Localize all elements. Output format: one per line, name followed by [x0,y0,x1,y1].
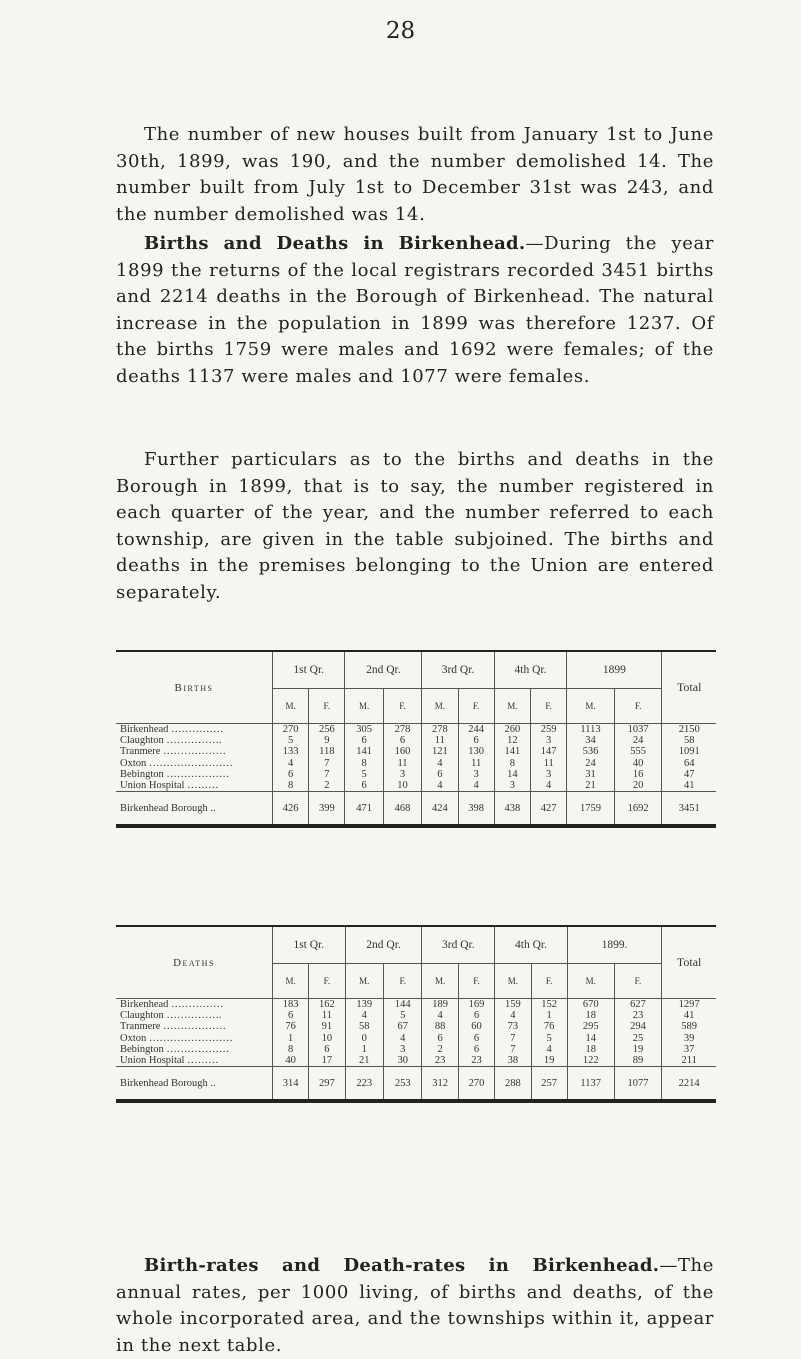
table-cell: 3 [399,768,406,780]
births-f-header: F. [458,689,494,724]
table-cell: 91 [321,1021,333,1033]
table-cell: 141 [356,746,372,758]
table-cell: 14 [507,768,518,780]
borough-total-label: Birkenhead Borough .. [116,1067,273,1102]
table-cell: 21 [359,1055,370,1067]
table-cell: 670 [582,999,599,1010]
total-cell: 2214 [662,1067,716,1102]
table-cell: 18 [585,1010,596,1022]
township-name: Claughton ……………. [120,735,222,747]
table-cell: 141 [504,746,521,758]
births-total-row [116,792,716,827]
table-cell: 11 [434,735,445,747]
table-cell: 122 [582,1055,599,1067]
births-deaths-paragraph [116,231,714,390]
deaths-total-row [116,1067,716,1102]
table-cell: 7 [324,768,330,780]
table-cell: 1 [546,1010,552,1022]
table-cell: 3 [473,768,479,780]
table-cell: 160 [394,746,411,758]
total-cell: 3451 [662,792,716,827]
total-cell: 1692 [614,792,662,827]
table-cell: 6 [473,1032,480,1044]
births-m-header: M. [273,689,309,724]
table-cell: 4 [473,780,479,792]
deaths-value-column [422,999,458,1067]
table-cell: 183 [282,999,299,1010]
births-value-column [531,724,567,792]
table-cell: 67 [397,1021,408,1033]
table-cell: 0 [361,1032,367,1044]
table-cell: 23 [471,1055,482,1067]
township-name: Oxton …………………… [120,757,233,769]
births-table-body [116,724,716,827]
table-cell: 40 [632,757,644,769]
table-cell: 159 [504,999,521,1010]
table-cell: 278 [394,724,411,735]
table-cell: 589 [681,1021,698,1033]
births-m-header: M. [422,689,458,724]
deaths-body-row [116,999,716,1067]
table-cell: 1037 [627,724,649,735]
deaths-value-column [384,999,422,1067]
township-name: Oxton …………………… [120,1032,233,1044]
table-cell: 8 [509,757,516,769]
births-q3-header: 3rd Qr. [422,651,495,689]
table-cell: 14 [585,1032,596,1044]
births-deaths-heading: Births and Deaths in Birkenhead. [144,233,526,254]
township-name: Bebington ……………… [120,1043,230,1055]
births-m-header: M. [494,689,530,724]
deaths-q3-header: 3rd Qr. [422,926,495,964]
table-cell: 5 [400,1010,406,1022]
deaths-value-column [345,999,383,1067]
table-cell: 6 [399,735,406,747]
further-particulars-text: Further particulars as to the births and deaths in the Borough in 1899, that is to say, the number registered in each quarter of the year, and the number referred to each township, are given in the table subjoined. The births and deaths in the premises belonging to the Union are entered separately. [116,449,714,603]
deaths-q4-header: 4th Qr. [495,926,568,964]
table-cell: 130 [468,746,485,758]
table-cell: 11 [543,757,554,769]
table-cell: 2 [324,780,330,792]
table-cell: 7 [324,757,330,769]
deaths-value-column [495,999,531,1067]
table-cell: 23 [632,1010,644,1022]
table-cell: 39 [683,1032,695,1044]
table-cell: 41 [683,780,695,792]
total-cell: 424 [422,792,458,827]
deaths-f-header: F. [531,964,567,999]
table-cell: 73 [507,1021,519,1033]
deaths-table [116,925,716,1103]
total-cell: 314 [273,1067,309,1102]
table-cell: 278 [431,724,448,735]
births-value-column [383,724,421,792]
births-deaths-text: —During the year 1899 the returns of the local registrars recorded 3451 births and 2214 deaths in the Borough of Birkenhead. The natural increase in the population in 1899 was therefore 1237. Of the births 1759 were males and 1692 were females; of the deaths 1137 were males and 1077 were females. [116,233,714,387]
rates-text: —The annual rates, per 1000 living, of births and deaths, of the whole incorporated area, and the townships within it, appear in the next table. [116,1255,714,1356]
births-value-column [614,724,662,792]
deaths-value-column [531,999,567,1067]
births-table [116,650,716,828]
births-f-header: F. [531,689,567,724]
table-cell: 4 [546,1043,552,1055]
table-cell: 40 [285,1055,296,1067]
table-cell: 260 [504,724,521,735]
table-cell: 144 [394,999,411,1010]
deaths-m-header: M. [273,964,309,999]
table-cell: 37 [683,1043,695,1055]
total-cell: 1137 [567,1067,614,1102]
table-cell: 295 [582,1021,599,1033]
table-cell: 19 [543,1055,555,1067]
births-value-column [458,724,494,792]
table-cell: 6 [473,1010,480,1022]
table-cell: 3 [509,780,516,792]
table-cell: 152 [541,999,558,1010]
table-cell: 6 [361,735,367,747]
table-cell: 2150 [678,724,700,735]
births-value-column [494,724,530,792]
table-cell: 4 [287,757,294,769]
township-name: Tranmere ……………… [120,746,227,758]
table-cell: 3 [546,768,552,780]
deaths-value-column [662,999,716,1067]
table-cell: 41 [683,1010,695,1022]
township-name: Birkenhead …………… [120,999,224,1010]
total-cell: 471 [345,792,383,827]
table-cell: 627 [630,999,646,1010]
total-cell: 297 [309,1067,345,1102]
deaths-f-header: F. [384,964,422,999]
table-cell: 47 [683,768,695,780]
births-table-label: Births [116,651,273,724]
total-cell: 438 [494,792,530,827]
deaths-table-body [116,999,716,1102]
table-cell: 121 [431,746,448,758]
births-value-column [273,724,309,792]
houses-text: The number of new houses built from January 1st to June 30th, 1899, was 190, and the number demolished 14. The number built from July 1st to December 31st was 243, and the number demolished was 14. [116,124,714,225]
deaths-value-column [614,999,662,1067]
births-f-header: F. [614,689,662,724]
table-cell: 5 [287,735,294,747]
total-cell: 427 [531,792,567,827]
deaths-total-header: Total [662,926,716,999]
deaths-township-column [116,999,273,1067]
table-cell: 31 [585,768,596,780]
table-cell: 5 [361,768,367,780]
table-cell: 244 [468,724,485,735]
table-cell: 10 [321,1032,333,1044]
table-cell: 25 [632,1032,644,1044]
table-cell: 270 [282,724,299,735]
table-cell: 8 [361,757,367,769]
deaths-year-header: 1899. [601,939,628,951]
total-cell: 399 [309,792,345,827]
table-cell: 6 [361,780,367,792]
table-cell: 189 [432,999,449,1010]
table-cell: 8 [287,780,294,792]
table-cell: 34 [585,735,596,747]
deaths-value-column [273,999,309,1067]
table-cell: 7 [510,1043,516,1055]
deaths-f-header: F. [458,964,494,999]
township-name: Union Hospital ……… [120,780,219,792]
table-cell: 1297 [678,999,700,1010]
deaths-q1-header: 1st Qr. [273,926,346,964]
table-cell: 12 [507,735,518,747]
births-value-column [309,724,345,792]
table-cell: 21 [585,780,596,792]
births-township-column [116,724,273,792]
table-cell: 5 [546,1032,552,1044]
table-cell: 64 [683,757,695,769]
total-cell: 1759 [567,792,615,827]
table-cell: 1091 [678,746,700,758]
births-f-header: F. [309,689,345,724]
births-q1-header: 1st Qr. [273,651,345,689]
table-cell: 118 [319,746,335,758]
births-total-header: Total [662,651,716,724]
table-cell: 58 [359,1021,370,1033]
deaths-m-header: M. [345,964,383,999]
houses-paragraph [116,122,714,228]
deaths-value-column [458,999,494,1067]
table-cell: 133 [282,746,299,758]
births-value-column [662,724,716,792]
deaths-q2-header: 2nd Qr. [345,926,422,964]
table-cell: 76 [285,1021,296,1033]
page-number: 28 [385,18,416,44]
table-cell: 6 [473,1043,480,1055]
table-cell: 89 [632,1055,644,1067]
rates-paragraph [116,1253,714,1359]
table-cell: 24 [632,735,644,747]
births-f-header: F. [383,689,421,724]
births-year-header: 1899 [602,664,626,676]
table-cell: 162 [319,999,335,1010]
table-cell: 555 [630,746,646,758]
table-cell: 4 [437,757,443,769]
total-cell: 468 [383,792,421,827]
deaths-f-header: F. [614,964,662,999]
borough-total-label: Birkenhead Borough .. [116,792,273,827]
table-cell: 6 [437,1032,443,1044]
table-cell: 1 [361,1043,367,1055]
table-cell: 4 [510,1010,516,1022]
births-q2-header: 2nd Qr. [345,651,422,689]
rates-heading: Birth-rates and Death-rates in Birkenhead. [144,1255,660,1276]
township-name: Tranmere ……………… [120,1021,227,1033]
table-cell: 4 [437,780,443,792]
table-cell: 1 [288,1032,294,1044]
table-cell: 10 [397,780,408,792]
births-value-column [345,724,383,792]
table-cell: 24 [585,757,596,769]
deaths-table-label: Deaths [116,926,273,999]
table-cell: 23 [434,1055,446,1067]
township-name: Union Hospital ……… [120,1055,219,1067]
table-cell: 4 [546,780,552,792]
births-value-column [567,724,615,792]
table-cell: 7 [510,1032,516,1044]
table-cell: 4 [361,1010,367,1022]
table-cell: 3 [400,1043,406,1055]
table-cell: 3 [546,735,552,747]
table-cell: 4 [437,1010,443,1022]
table-cell: 536 [582,746,599,758]
births-q4-header: 4th Qr. [494,651,566,689]
table-cell: 1113 [580,724,601,735]
table-cell: 58 [683,735,695,747]
table-cell: 139 [356,999,373,1010]
table-cell: 147 [540,746,557,758]
township-name: Birkenhead …………… [120,724,224,735]
births-m-header: M. [567,689,615,724]
table-cell: 256 [318,724,335,735]
total-cell: 253 [384,1067,422,1102]
table-cell: 305 [356,724,372,735]
total-cell: 312 [422,1067,458,1102]
total-cell: 1077 [614,1067,662,1102]
table-cell: 60 [471,1021,482,1033]
table-cell: 8 [288,1043,294,1055]
table-cell: 259 [540,724,557,735]
table-cell: 17 [321,1055,333,1067]
deaths-m-header: M. [422,964,458,999]
deaths-value-column [309,999,345,1067]
table-cell: 38 [507,1055,519,1067]
deaths-value-column [567,999,614,1067]
table-cell: 6 [437,768,443,780]
total-cell: 288 [495,1067,531,1102]
township-name: Bebington ……………… [120,768,230,780]
table-cell: 9 [324,735,330,747]
table-cell: 4 [400,1032,406,1044]
table-cell: 30 [397,1055,408,1067]
deaths-f-header: F. [309,964,345,999]
table-cell: 294 [630,1021,646,1033]
deaths-m-header: M. [495,964,531,999]
births-value-column [422,724,458,792]
table-cell: 6 [473,735,479,747]
deaths-m-header: M. [567,964,614,999]
total-cell: 398 [458,792,494,827]
total-cell: 426 [273,792,309,827]
table-cell: 20 [632,780,644,792]
table-cell: 2 [437,1043,443,1055]
births-body-row [116,724,716,792]
table-cell: 76 [543,1021,555,1033]
table-cell: 6 [287,768,294,780]
further-particulars-paragraph [116,447,714,606]
table-cell: 211 [681,1055,697,1067]
table-cell: 11 [397,757,408,769]
total-cell: 257 [531,1067,567,1102]
table-cell: 88 [434,1021,446,1033]
table-cell: 11 [321,1010,332,1022]
total-cell: 223 [345,1067,383,1102]
township-name: Claughton ……………. [120,1010,222,1022]
table-cell: 6 [324,1043,330,1055]
table-cell: 6 [288,1010,294,1022]
table-cell: 11 [471,757,482,769]
births-m-header: M. [345,689,383,724]
table-cell: 16 [632,768,644,780]
table-cell: 169 [468,999,485,1010]
table-cell: 19 [632,1043,644,1055]
table-cell: 18 [585,1043,596,1055]
total-cell: 270 [458,1067,494,1102]
